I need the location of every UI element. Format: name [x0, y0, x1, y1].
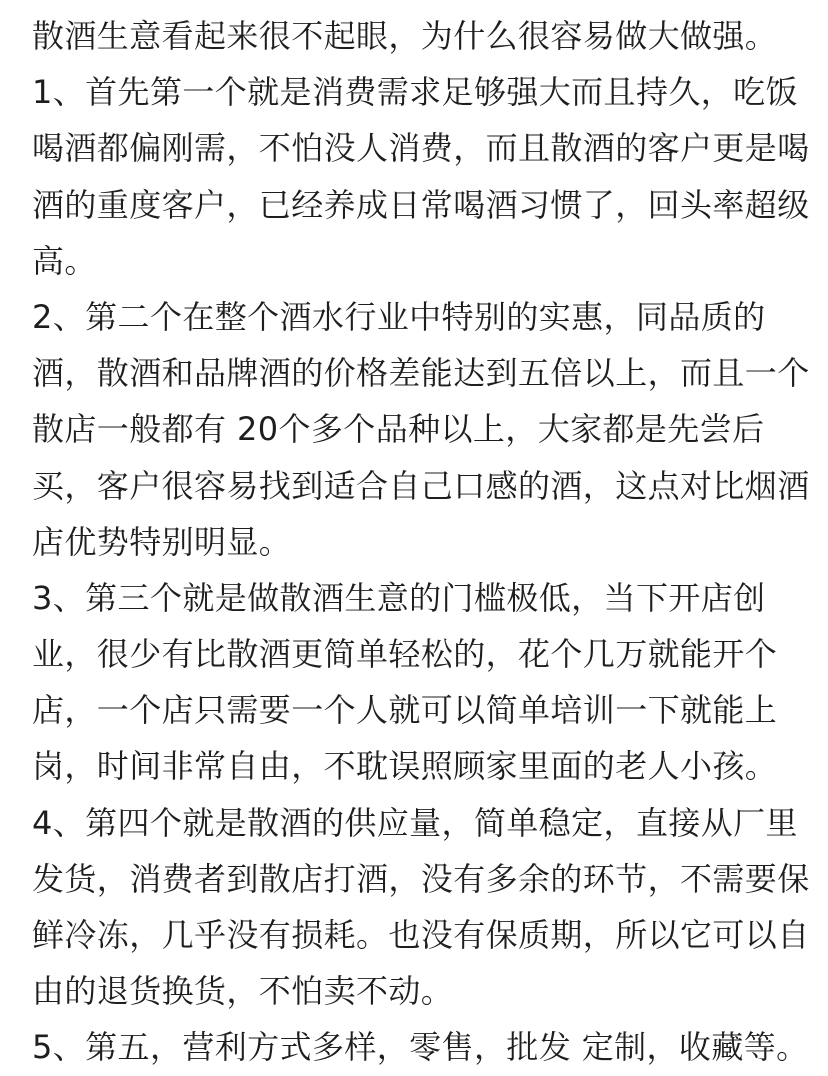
text-line-point-1-cont: 酒的重度客户，已经养成日常喝酒习惯了，回头率超级	[32, 185, 810, 224]
text-line-point-3-cont: 店，一个店只需要一个人就可以简单培训一下就能上	[32, 691, 778, 730]
text-line-point-4-cont: 鲜冷冻，几乎没有损耗。也没有保质期，所以它可以自	[32, 916, 810, 954]
text-line-intro: 散酒生意看起来很不起眼，为什么很容易做大做强。	[32, 17, 778, 55]
text-line-point-4-cont: 发货，消费者到散店打酒，没有多余的环节，不需要保	[32, 859, 810, 898]
text-line-point-1-cont: 喝酒都偏刚需，不怕没人消费，而且散酒的客户更是喝	[32, 129, 810, 168]
text-line-point-5: 5、第五，营利方式多样，零售，批发 定制，收藏等。	[32, 1028, 809, 1067]
text-line-point-2-cont: 散店一般都有 20个多个品种以上，大家都是先尝后	[32, 410, 765, 449]
text-line-point-1-cont: 高。	[32, 241, 97, 280]
text-line-point-1: 1、首先第一个就是消费需求足够强大而且持久，吃饭	[32, 73, 798, 112]
text-line-point-2-cont: 买，客户很容易找到适合自己口感的酒，这点对比烟酒	[32, 466, 810, 505]
text-line-point-3: 3、第三个就是做散酒生意的门槛极低，当下开店创	[32, 578, 766, 617]
text-line-point-3-cont: 业，很少有比散酒更简单轻松的，花个几万就能开个	[32, 635, 778, 674]
text-line-point-2-cont: 店优势特别明显。	[32, 522, 292, 561]
text-line-point-4-cont: 由的退货换货，不怕卖不动。	[32, 972, 454, 1011]
article-text	[32, 8, 810, 1076]
text-line-point-4: 4、第四个就是散酒的供应量，简单稳定，直接从厂里	[32, 803, 798, 842]
text-line-point-3-cont: 岗，时间非常自由，不耽误照顾家里面的老人小孩。	[32, 747, 778, 786]
text-line-point-2: 2、第二个在整个酒水行业中特别的实惠，同品质的	[32, 297, 766, 336]
text-line-point-2-cont: 酒，散酒和品牌酒的价格差能达到五倍以上，而且一个	[32, 354, 810, 393]
